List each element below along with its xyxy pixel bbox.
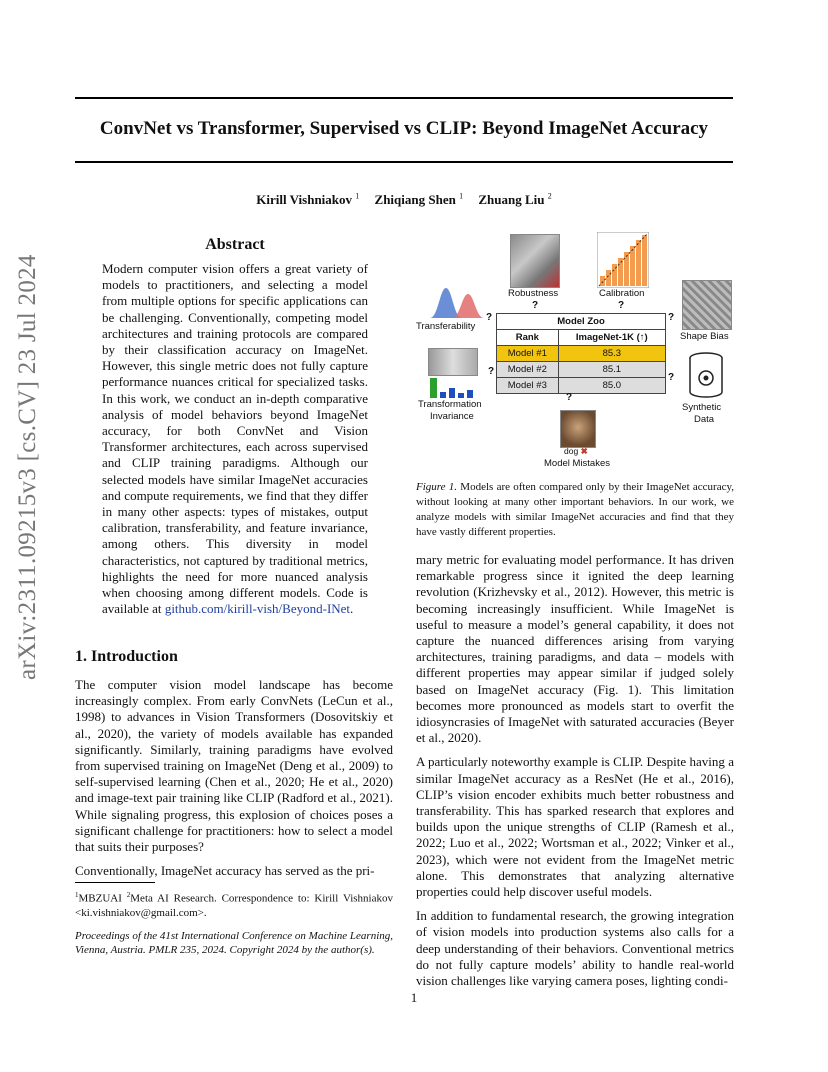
synthetic-data-icon: [686, 352, 726, 400]
footnote-affiliations: $^1$MBZUAI $^2$Meta AI Research. Correspondence to: Kirill Vishniakov <ki.vishniakov@gmail.com>.: [75, 891, 393, 919]
calibration-label: Calibration: [599, 288, 645, 299]
footnote-rule: [75, 882, 155, 883]
cat-image: [560, 410, 596, 448]
paragraph: Conventionally, ImageNet accuracy has served as the pri-: [75, 863, 375, 879]
col-header-acc: ImageNet-1K (↑): [558, 330, 665, 346]
transferability-label: Transferability: [416, 321, 476, 332]
paragraph: A particularly noteworthy example is CLIP. Despite having a similar ImageNet accuracy as a ResNet (He et al., 2016), CLIP’s vision encoder exhibits much better robustness and transferability. This has sparked research that explores and builds upon the unique strengths of CLIP (Ramesh et al., 2022; Luo et al., 2022; Wortsman et al., 2022; Vinker et al., 2023), which were not evident from the ImageNet metric alone. This demonstrates that analyzing alternative properties could help discover useful models.: [416, 754, 734, 900]
invariance-chart: [428, 376, 480, 398]
shape-bias-image: [682, 280, 732, 330]
code-link[interactable]: github.com/kirill-vish/Beyond-INet: [164, 601, 351, 617]
question-mark: ?: [668, 372, 675, 383]
figure-caption: Figure 1. Models are often compared only by their ImageNet accuracy, without looking at many other important behaviors. In our work, we analyze models with similar ImageNet accuracies and find that they have vastly different properties.: [416, 481, 734, 538]
model-mistakes-label: Model Mistakes: [544, 458, 610, 469]
dog-prediction: dog ✖: [564, 446, 588, 456]
question-mark: ?: [618, 300, 625, 311]
author-list: [75, 192, 733, 208]
robustness-label: Robustness: [508, 288, 559, 299]
question-mark: ?: [532, 300, 539, 311]
author: Kirill Vishniakov $^1$: [256, 192, 360, 208]
paper-title: ConvNet vs Transformer, Supervised vs CLIP: Beyond ImageNet Accuracy: [99, 118, 709, 139]
transformation-images: [428, 348, 478, 376]
question-mark: ?: [488, 366, 495, 377]
question-mark: ?: [566, 392, 573, 403]
model-zoo-table: [496, 313, 666, 394]
table-row: Model #1 85.3: [497, 346, 666, 362]
section-heading: 1. Introduction: [75, 648, 178, 665]
abstract-body: Modern computer vision offers a great variety of models to practitioners, and selecting a model from multiple options for specific applications can be challenging. Conventionally, competing model architectures and training protocols are compared by their classification accuracy on ImageNet. However, this single metric does not fully capture performance nuances critical for specialized tasks. In this work, we conduct an in-depth comparative analysis of model behaviors beyond ImageNet accuracy, for both ConvNet and Vision Transformer architectures, each across supervised and CLIP training paradigms. Although our selected models have similar ImageNet accuracies and compute requirements, we find that they differ in many other aspects: types of mistakes, output calibration, transferability, and feature invariance, among others. This diversity in model characteristics, not captured by traditional metrics, highlights the need for more nuanced analysis when choosing among different models. Code is available at github.com/kirill-vish/Beyond-INet.: [102, 261, 368, 617]
robustness-images: [510, 234, 560, 288]
paragraph: mary metric for evaluating model performance. It has driven remarkable progress since it ignited the deep learning revolution (Krizhevsky et al., 2012). However, this metric is becoming increasingly insufficient. While ImageNet is useful to measure a model’s general capability, it does not capture the nuanced differences arising from varying architectures, training paradigms, and data – models with different properties may appear similar if judged solely based on ImageNet accuracy (Fig. 1). This limitation becomes more pronounced as models start to overfit the idiosyncrasies of ImageNet with saturated accuracies (Beyer et al., 2020).: [416, 552, 734, 746]
paragraph: In addition to fundamental research, the growing integration of vision models into production systems also calls for a deep understanding of their behaviors. Conventional metrics do not fully capture models’ ability to handle real-world vision challenges like varying camera poses, lighting condi-: [416, 908, 734, 989]
author: Zhuang Liu $^2$: [478, 192, 552, 208]
author: Zhiqiang Shen $^1$: [374, 192, 464, 208]
calibration-chart: [597, 232, 649, 288]
top-rule: [75, 97, 733, 99]
abstract-heading: Abstract: [205, 236, 265, 253]
paragraph: The computer vision model landscape has become increasingly complex. From early ConvNets (LeCun et al., 1998) to advances in Vision Transformers (Dosovitskiy et al., 2020), the variety of models available has expanded significantly. Similarly, training paradigms have evolved from supervised training on ImageNet (Deng et al., 2009) to self-supervised learning (Chen et al., 2020; He et al., 2020) and image-text pair training like CLIP (Radford et al., 2021). While signaling progress, this explosion of choices poses a significant challenge for practitioners: how to select a model that suits their purposes?: [75, 677, 393, 855]
transformation-label: Transformation: [418, 399, 482, 410]
question-mark: ?: [668, 312, 675, 323]
col-header-rank: Rank: [497, 330, 559, 346]
arxiv-side-label: arXiv:2311.09215v3 [cs.CV] 23 Jul 2024: [14, 254, 41, 680]
table-row: Model #3 85.0: [497, 378, 666, 394]
intro-right-column: [416, 552, 734, 997]
figure-1: [414, 232, 734, 472]
intro-left-column: [75, 677, 393, 887]
footnote-proceedings: Proceedings of the 41st International Conference on Machine Learning, Vienna, Austria. PMLR 235, 2024. Copyright 2024 by the author(s).: [75, 930, 393, 956]
data-label: Data: [694, 414, 715, 425]
shape-bias-label: Shape Bias: [680, 331, 729, 342]
transferability-chart: [428, 284, 488, 318]
page-number: 1: [410, 990, 418, 1005]
table-row: Model #2 85.1: [497, 362, 666, 378]
question-mark: ?: [486, 312, 493, 323]
table-title: Model Zoo: [497, 314, 666, 330]
title-rule: [75, 161, 733, 163]
invariance-label: Invariance: [430, 411, 474, 422]
synthetic-label: Synthetic: [682, 402, 722, 413]
